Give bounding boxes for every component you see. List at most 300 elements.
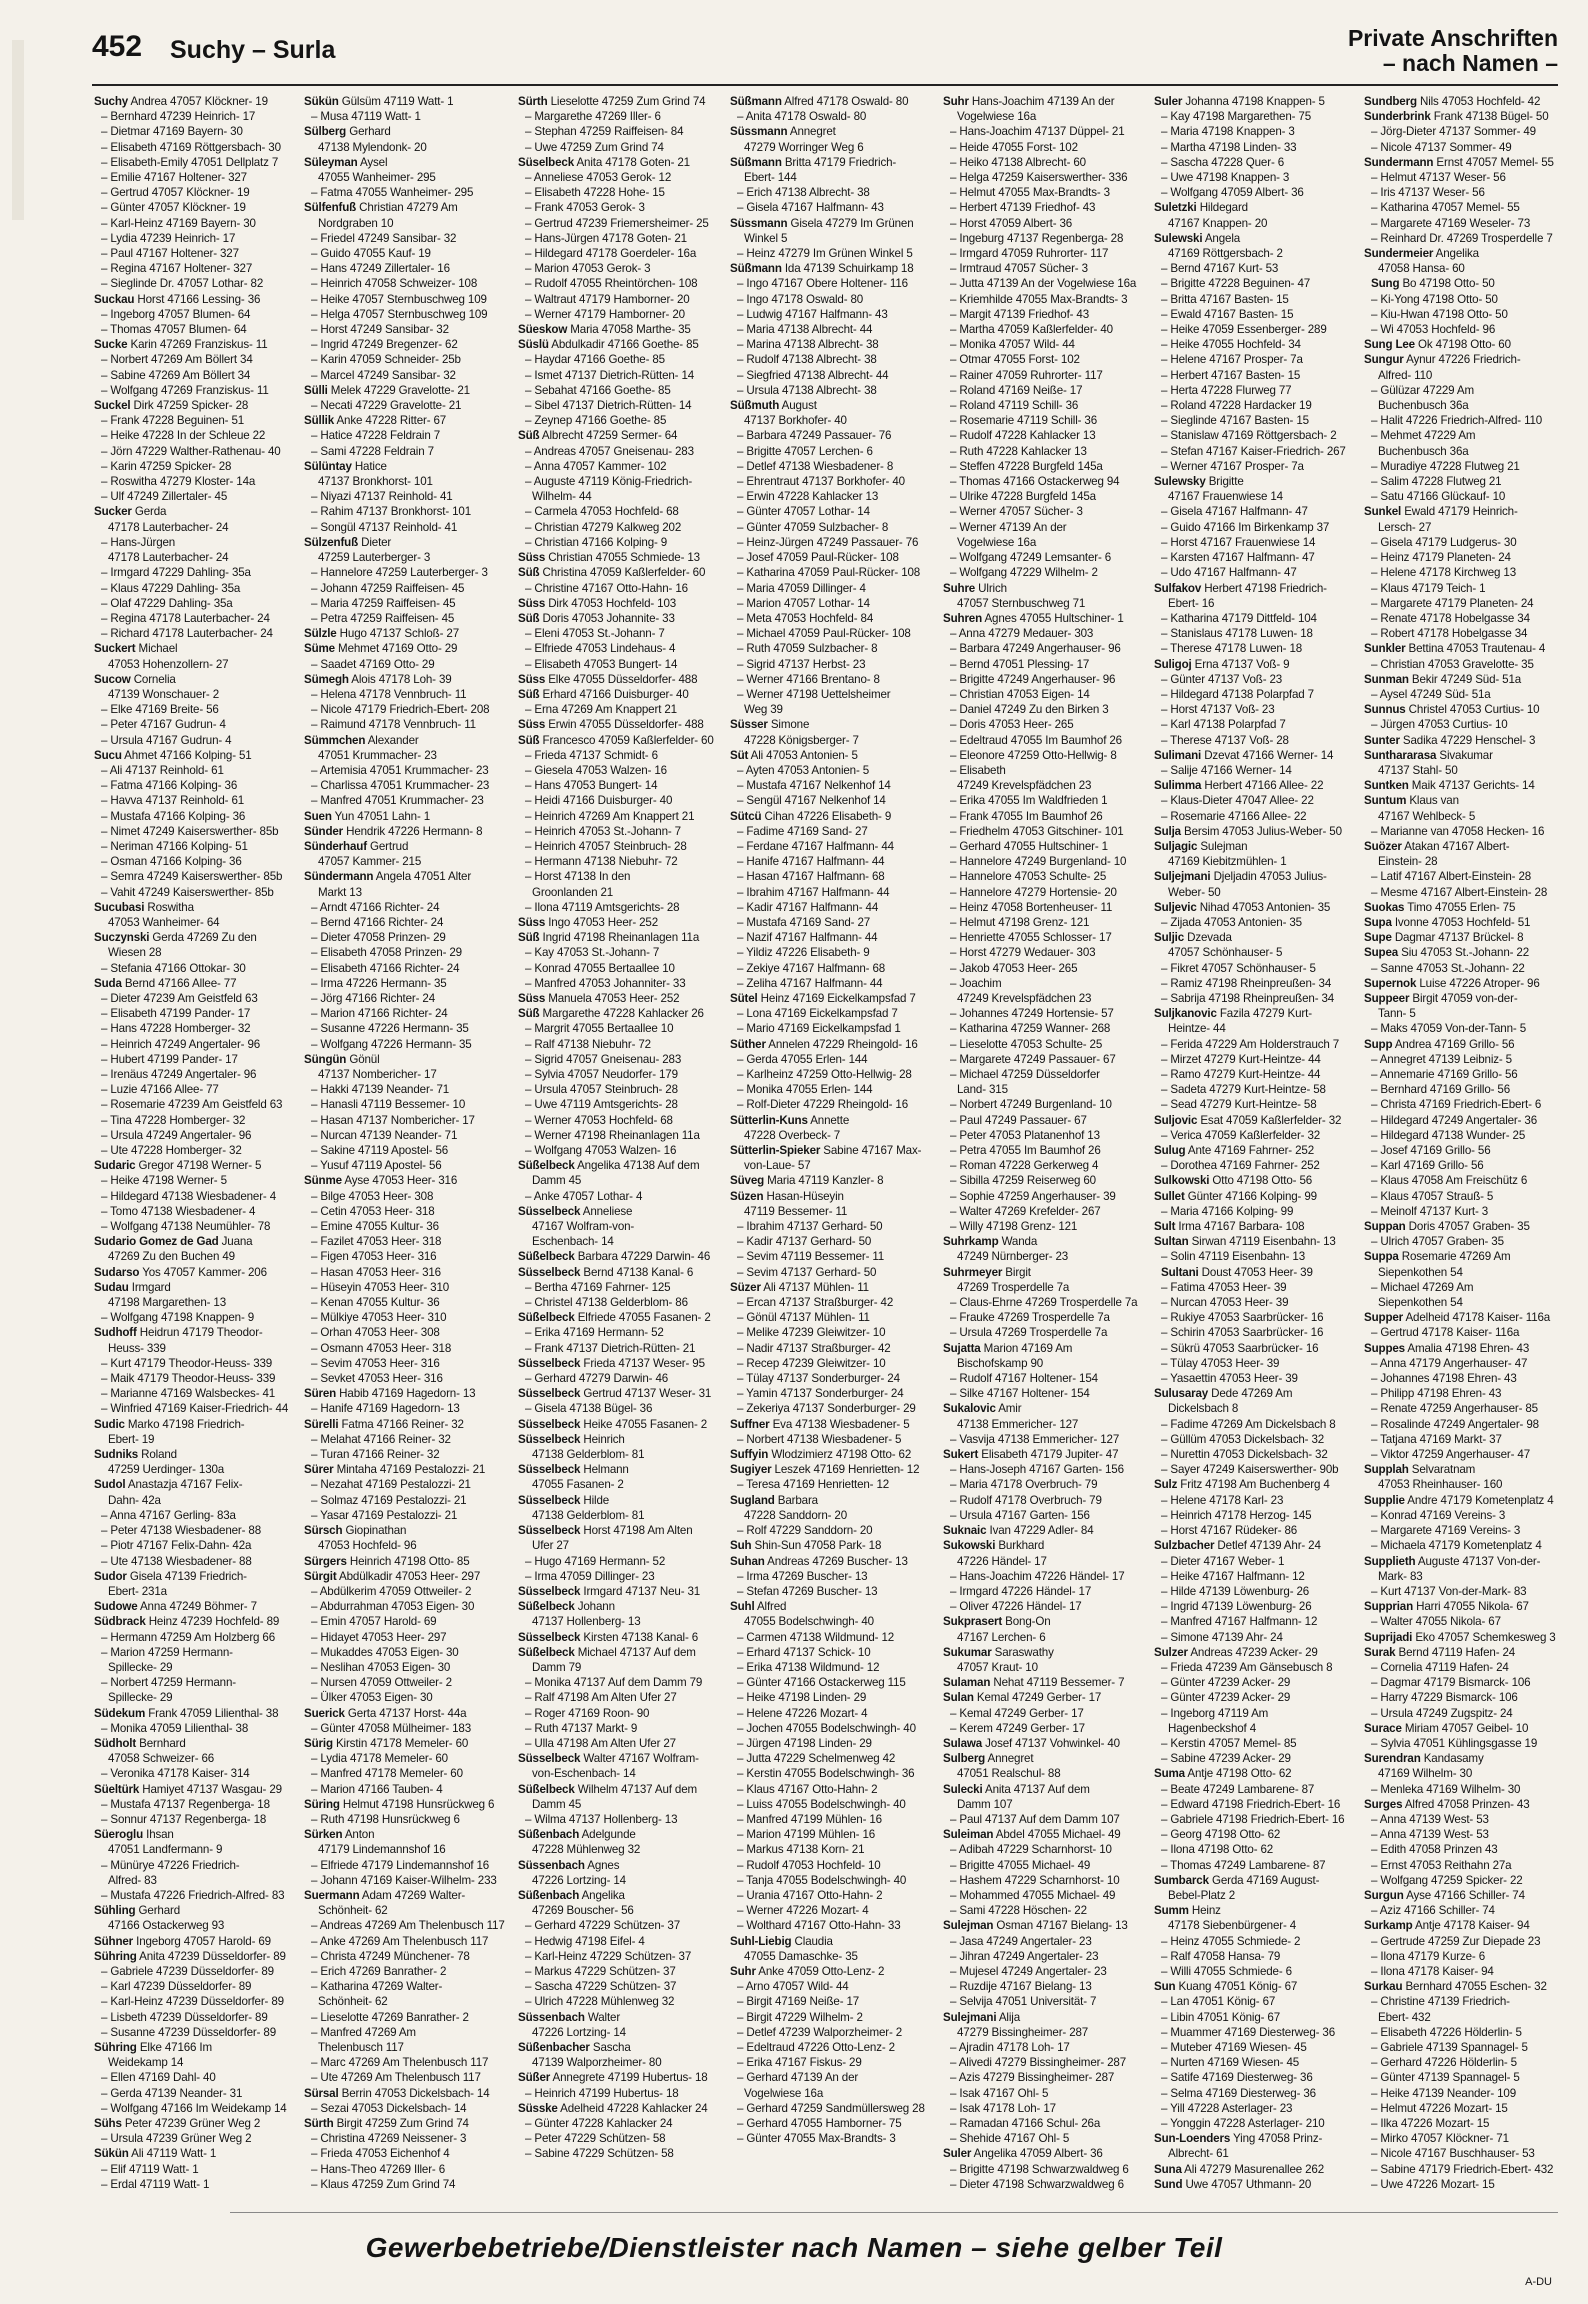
listing-entry (304, 1994, 508, 2009)
listing-entry (943, 1797, 1147, 1812)
surname: Sunthararasa (1364, 748, 1437, 762)
surname: Sund (1154, 2177, 1183, 2191)
entry-text: – Emilie 47167 Holtener- 327 (101, 171, 247, 185)
entry-text: – Schirin 47053 Saarbrücker- 16 (1161, 1326, 1324, 1340)
listing-entry (94, 1006, 298, 1021)
entry-text: – Münürye 47226 Friedrich- (101, 1858, 240, 1872)
listing-entry (1364, 504, 1568, 519)
entry-text: 47198 Margarethen- 13 (108, 1296, 227, 1310)
entry-text: Esat 47059 Kaßlerfelder- 32 (1197, 1113, 1342, 1127)
entry-text: – Recep 47239 Gleiwitzer- 10 (737, 1356, 886, 1370)
entry-text: – Helga 47057 Sternbuschweg 109 (311, 307, 488, 321)
listing-entry (518, 1097, 722, 1112)
listing-entry (94, 1477, 298, 1492)
listing-entry (1364, 1675, 1568, 1690)
listing-entry (1154, 1858, 1358, 1873)
listing-entry (730, 1219, 934, 1234)
entry-text: 47167 Lerchen- 6 (957, 1630, 1046, 1644)
listing-entry (730, 155, 934, 170)
entry-text: – Maria 47059 Dillinger- 4 (737, 581, 866, 595)
entry-text: Hasan-Hüseyin (763, 1189, 844, 1203)
footer-note: Gewerbebetriebe/Dienstleister nach Namen – siehe gelber Teil (365, 2232, 1223, 2263)
entry-text: – Thomas 47057 Blumen- 64 (101, 323, 247, 337)
listing-entry (304, 1675, 508, 1690)
listing-entry (94, 1113, 298, 1128)
entry-text: Alfred- 83 (108, 1873, 157, 1887)
entry-text: Alija (996, 2010, 1021, 2024)
listing-entry (1364, 292, 1568, 307)
surname: Süss (518, 551, 546, 565)
entry-text: Einstein- 28 (1378, 855, 1438, 869)
entry-text: – Walter 47055 Nikola- 67 (1371, 1615, 1501, 1629)
listing-entry (943, 1097, 1147, 1112)
listing-entry (518, 428, 722, 443)
entry-text: – Heinrich 47058 Schweizer- 108 (311, 277, 478, 291)
listing-entry (304, 2101, 508, 2116)
listing-entry (730, 626, 934, 641)
listing-entry (730, 1873, 934, 1888)
listing-entry (1364, 1037, 1568, 1052)
entry-text: – Edeltraud 47055 Im Baumhof 26 (950, 733, 1122, 747)
listing-entry (1154, 200, 1358, 215)
entry-text: – Mirzet 47279 Kurt-Heintze- 44 (1161, 1052, 1321, 1066)
listing-entry (943, 1204, 1147, 1219)
listing-entry (304, 1630, 508, 1645)
listing-entry (943, 1265, 1147, 1280)
listing-entry (1364, 2101, 1568, 2116)
listing-entry (518, 2101, 722, 2116)
listing-entry (304, 626, 508, 641)
surname: Supa (1364, 915, 1392, 929)
surname: Suhr (730, 1964, 756, 1978)
entry-text: – Elisabeth 47058 Prinzen- 29 (311, 946, 462, 960)
listing-entry (1154, 824, 1358, 839)
entry-text: Ingeborg 47057 Harold- 69 (133, 1934, 271, 1948)
listing-entry (1364, 1006, 1568, 1021)
listing-entry (1364, 596, 1568, 611)
listing-entry (730, 2116, 934, 2131)
surname: Sucu (94, 748, 122, 762)
listing-entry (1364, 1690, 1568, 1705)
listing-entry (94, 854, 298, 869)
entry-text: Dickelsbach 8 (1168, 1402, 1239, 1416)
entry-text: – Robert 47178 Hobelgasse 34 (1371, 627, 1528, 641)
entry-text: Christian 47279 Am (356, 201, 458, 215)
entry-text: – Rolf-Dieter 47229 Rheingold- 16 (737, 1098, 908, 1112)
entry-text: – Rudolf 47178 Overbruch- 79 (950, 1493, 1102, 1507)
surname: Süsselbeck (518, 1463, 581, 1477)
entry-text: – Günter 47239 Acker- 29 (1161, 1691, 1291, 1705)
surname: Sucow (94, 672, 131, 686)
entry-text: – Niyazi 47137 Reinhold- 41 (311, 490, 453, 504)
entry-text: – Yamin 47137 Sonderburger- 24 (737, 1387, 904, 1401)
entry-text: – Rosemarie 47239 Am Geistfeld 63 (101, 1098, 283, 1112)
entry-text: 47228 Overbeck- 7 (744, 1128, 841, 1142)
entry-text: Sascha (589, 2041, 631, 2054)
listing-entry (94, 1858, 298, 1873)
listing-entry (943, 1280, 1147, 1295)
listing-entry (943, 1766, 1147, 1781)
listing-entry (518, 2055, 722, 2070)
entry-text: – Heike 47055 Hochfeld- 34 (1161, 338, 1301, 352)
entry-text: – Maria 47138 Albrecht- 44 (737, 323, 873, 337)
listing-entry (1364, 2131, 1568, 2146)
entry-text: – Kadir 47167 Halfmann- 44 (737, 900, 879, 914)
entry-text: – Mustafa 47166 Kolping- 36 (101, 809, 246, 823)
listing-entry (94, 444, 298, 459)
entry-text: – Ruth 47198 Hunsrückweg 6 (311, 1812, 460, 1826)
listing-entry (730, 702, 934, 717)
listing-entry (943, 657, 1147, 672)
entry-text: – Dieter 47167 Weber- 1 (1161, 1554, 1285, 1568)
listing-entry (94, 1599, 298, 1614)
entry-text: – Katharina 47259 Wanner- 268 (950, 1022, 1111, 1036)
entry-text: – Ulrich 47228 Mühlenweg 32 (525, 1995, 675, 2009)
entry-text: – Gerhard 47229 Schützen- 37 (525, 1919, 680, 1933)
listing-entry (730, 657, 934, 672)
entry-text: – Neslihan 47053 Eigen- 30 (311, 1660, 451, 1674)
entry-text: Francesco 47059 Kaßlerfelder- 60 (539, 733, 714, 747)
entry-text: – Bernhard 47239 Heinrich- 17 (101, 110, 256, 124)
listing-entry (1364, 2070, 1568, 2085)
listing-entry (1364, 231, 1568, 246)
entry-text: – Konrad 47169 Vereins- 3 (1371, 1508, 1506, 1522)
entry-text: – Hildegard 47249 Angertaler- 36 (1371, 1113, 1538, 1127)
entry-text: – Frank 47137 Dietrich-Rütten- 21 (525, 1341, 696, 1355)
listing-entry (943, 1037, 1147, 1052)
entry-text: – Werner 47057 Sücher- 3 (950, 505, 1083, 519)
listing-entry (1364, 1325, 1568, 1340)
entry-text: Dagmar 47137 Brückel- 8 (1391, 931, 1524, 945)
listing-entry (1364, 1128, 1568, 1143)
listing-entry (943, 1934, 1147, 1949)
listing-entry (94, 1219, 298, 1234)
entry-text: Heinrich (580, 1432, 625, 1446)
listing-entry (304, 763, 508, 778)
surname: Summ (1154, 1904, 1189, 1918)
listing-entry (1154, 869, 1358, 884)
listing-entry (518, 1645, 722, 1660)
entry-text: – Uwe 47198 Knappen- 3 (1161, 171, 1290, 185)
listing-entry (730, 733, 934, 748)
entry-text: – Heike 47139 Neander- 109 (1371, 2086, 1516, 2100)
entry-text: Gerda (131, 505, 167, 519)
listing-entry (730, 1021, 934, 1036)
listing-entry (1154, 778, 1358, 793)
listing-entry (1154, 1219, 1358, 1234)
listing-entry (943, 1158, 1147, 1173)
listing-entry (94, 1189, 298, 1204)
listing-entry (1364, 383, 1568, 398)
listing-entry (730, 565, 934, 580)
listing-entry (1364, 170, 1568, 185)
listing-entry (730, 383, 934, 398)
entry-text: Heinz 47239 Hochfeld- 89 (145, 1615, 280, 1629)
surname: Sudarso (94, 1265, 140, 1279)
entry-text: 47249 Nürnberger- 23 (957, 1250, 1069, 1264)
entry-text: – Ruth 47228 Kahlacker 13 (950, 444, 1087, 458)
entry-text: von-Eschenbach- 14 (532, 1767, 636, 1781)
listing-entry (730, 1797, 934, 1812)
listing-entry (1154, 1842, 1358, 1857)
listing-entry (1364, 1614, 1568, 1629)
entry-text: Agnes 47055 Hultschiner- 1 (982, 611, 1124, 625)
entry-text: Heidrun 47179 Theodor- (136, 1326, 263, 1340)
listing-entry (518, 1493, 722, 1508)
surname: Sukert (943, 1448, 979, 1462)
entry-text: – Frank 47228 Beguinen- 51 (101, 414, 245, 428)
entry-text: – Markus 47229 Schützen- 37 (525, 1964, 676, 1978)
listing-entry (1154, 748, 1358, 763)
entry-text: – Manfred 47199 Mühlen- 16 (737, 1812, 882, 1826)
listing-entry (1364, 1523, 1568, 1538)
entry-text: – Ute 47138 Wiesbadener- 88 (101, 1554, 252, 1568)
entry-text: Anton (342, 1828, 375, 1842)
listing-entry (730, 824, 934, 839)
entry-text: – Petra 47055 Im Baumhof 26 (950, 1144, 1101, 1158)
listing-entry (943, 504, 1147, 519)
listing-entry (1154, 124, 1358, 139)
listing-entry (1154, 1554, 1358, 1569)
entry-text: – Christel 47138 Gelderblom- 86 (525, 1296, 688, 1310)
listing-entry (1154, 1356, 1358, 1371)
entry-text: – Nimet 47249 Kaiserswerther- 85b (101, 824, 279, 838)
entry-text: Lersch- 27 (1378, 520, 1432, 534)
listing-entry (730, 1508, 934, 1523)
entry-text: – Zeliha 47167 Halfmann- 44 (737, 976, 883, 990)
entry-text: – Ibrahim 47137 Gerhard- 50 (737, 1220, 883, 1234)
entry-text: – Helena 47178 Vennbruch- 11 (311, 687, 467, 701)
entry-text: – Harry 47229 Bismarck- 106 (1371, 1691, 1518, 1705)
surname: Sulfakov (1154, 581, 1202, 595)
surname: Suljic (1154, 931, 1185, 945)
surname: Süßmann (730, 262, 782, 276)
entry-text: – Dieter 47058 Prinzen- 29 (311, 931, 446, 945)
listing-entry (1154, 1797, 1358, 1812)
listing-entry (304, 535, 508, 550)
entry-text: – Rukiye 47053 Saarbrücker- 16 (1161, 1311, 1324, 1325)
entry-text: Eva 47138 Wiesbadener- 5 (769, 1417, 910, 1431)
listing-entry (1154, 1706, 1358, 1721)
listing-entry (943, 945, 1147, 960)
surname: Suokas (1364, 900, 1405, 914)
listing-entry (1154, 216, 1358, 231)
listing-entry (730, 885, 934, 900)
listing-entry (1364, 1706, 1568, 1721)
listing-entry (94, 1204, 298, 1219)
listing-entry (730, 581, 934, 596)
entry-text: Selvaratnam (1408, 1463, 1476, 1477)
entry-text: – Winfried 47169 Kaiser-Friedrich- 44 (101, 1402, 289, 1416)
entry-text: – Hasan 47167 Halfmann- 68 (737, 870, 885, 884)
listing-entry (943, 1842, 1147, 1857)
listing-entry (1364, 1477, 1568, 1492)
listing-entry (518, 596, 722, 611)
entry-text: – Otmar 47055 Forst- 102 (950, 353, 1080, 367)
entry-text: – Hans-Joachim 47137 Düppel- 21 (950, 125, 1125, 139)
entry-text: – Rahim 47137 Bronkhorst- 101 (311, 505, 471, 519)
listing-entry (518, 261, 722, 276)
listing-entry (518, 1706, 722, 1721)
entry-text: – Werner 47053 Hochfeld- 68 (525, 1113, 673, 1127)
listing-entry (730, 1341, 934, 1356)
listing-entry (1154, 930, 1358, 945)
listing-entry (94, 1584, 298, 1599)
listing-entry (1364, 2162, 1568, 2177)
listing-entry (1364, 1462, 1568, 1477)
surname: Süßelbeck (518, 1645, 575, 1659)
listing-entry (518, 657, 722, 672)
entry-text: – Hans-Joachim 47226 Händel- 17 (950, 1569, 1125, 1583)
entry-text: – Günter 47139 Spannagel- 5 (1371, 2071, 1520, 2085)
entry-text: Ernst 47057 Memel- 55 (1433, 155, 1554, 169)
entry-text: Bebel-Platz 2 (1168, 1888, 1236, 1902)
listing-entry (304, 124, 508, 139)
surname: Sürer (304, 1463, 334, 1477)
listing-entry (1154, 1128, 1358, 1143)
listing-entry (304, 1341, 508, 1356)
entry-text: Hagenbeckshof 4 (1168, 1721, 1256, 1735)
surname: Süssenbach (518, 2010, 585, 2024)
listing-entry (943, 1645, 1147, 1660)
surname: Süring (304, 1797, 340, 1811)
listing-entry (1154, 1325, 1358, 1340)
entry-text: Schönheit- 62 (318, 1995, 388, 2009)
entry-text: – Sylvia 47051 Kühlingsgasse 19 (1371, 1736, 1538, 1750)
listing-entry (304, 1325, 508, 1340)
listing-entry (94, 1569, 298, 1584)
entry-text: – Walter 47269 Krefelder- 267 (950, 1204, 1101, 1218)
entry-text: – Kay 47053 St.-Johann- 7 (525, 946, 660, 960)
listing-entry (518, 1356, 722, 1371)
listing-entry (730, 170, 934, 185)
listing-entry (730, 1143, 934, 1158)
listing-entry (1154, 991, 1358, 1006)
entry-text: Marko 47198 Friedrich- (124, 1417, 245, 1431)
listing-entry (94, 1842, 298, 1857)
listing-entry (1154, 793, 1358, 808)
page-header (92, 26, 1558, 88)
entry-text: Ivan 47229 Adler- 84 (986, 1524, 1094, 1538)
listing-entry (1364, 2010, 1568, 2025)
entry-text: Fazila 47279 Kurt- (1216, 1007, 1312, 1021)
listing-entry (730, 352, 934, 367)
entry-text: – Josef 47169 Grillo- 56 (1371, 1144, 1491, 1158)
listing-entry (304, 1614, 508, 1629)
entry-text: Ali 47279 Masurenallee 262 (1181, 2162, 1325, 2176)
entry-text: – Roland 47228 Hardacker 19 (1161, 399, 1312, 413)
entry-text: – Michael 47259 Düsseldorfer (950, 1068, 1100, 1081)
entry-text: – Gertrud 47178 Kaiser- 116a (1371, 1326, 1520, 1340)
listing-entry (94, 1052, 298, 1067)
listing-entry (94, 763, 298, 778)
entry-text: Atakan 47167 Albert- (1401, 839, 1510, 853)
listing-entry (304, 2086, 508, 2101)
entry-text: – Helmut 47226 Mozart- 15 (1371, 2101, 1508, 2115)
entry-text: – Heinz 47179 Planeten- 24 (1371, 551, 1511, 565)
entry-text: – Marion 47166 Tauben- 4 (311, 1782, 443, 1796)
listing-entry (730, 1097, 934, 1112)
entry-text: – Werner 47198 Uettelsheimer (737, 687, 891, 701)
listing-entry (518, 1432, 722, 1447)
listing-entry (1364, 1371, 1568, 1386)
entry-text: – Hatice 47228 Feldrain 7 (311, 429, 441, 443)
entry-text: Manuela 47053 Heer- 252 (545, 991, 680, 1005)
entry-text: – Hildegard 47138 Polarpfad 7 (1161, 687, 1314, 701)
entry-text: 47119 Bessemer- 11 (744, 1204, 848, 1218)
entry-text: – Kurt 47179 Theodor-Heuss- 339 (101, 1356, 273, 1370)
listing-entry (1364, 1097, 1568, 1112)
entry-text: 47169 Wilhelm- 30 (1378, 1767, 1473, 1781)
entry-text: Maik 47137 Gerichts- 14 (1408, 779, 1535, 793)
entry-text: – Thomas 47249 Lambarene- 87 (1161, 1858, 1326, 1872)
listing-entry (94, 748, 298, 763)
listing-entry (518, 1447, 722, 1462)
entry-text: Nehat 47119 Bessemer- 7 (990, 1676, 1125, 1690)
listing-entry (518, 1690, 722, 1705)
surname: Suchy (94, 95, 129, 108)
listing-entry (1154, 1903, 1358, 1918)
listing-entry (730, 1356, 934, 1371)
listing-entry (1364, 489, 1568, 504)
listing-entry (943, 1630, 1147, 1645)
entry-text: 47279 Worringer Weg 6 (744, 140, 864, 154)
entry-text: Burkhard (995, 1539, 1045, 1553)
listing-entry (304, 352, 508, 367)
surname: Sühring (94, 2041, 137, 2054)
entry-text: – Norbert 47269 Am Böllert 34 (101, 353, 253, 367)
entry-text: 47055 Fasanen- 2 (532, 1478, 624, 1492)
entry-text: – Herbert 47167 Basten- 15 (1161, 368, 1301, 382)
entry-text: – Ursula 47138 Albrecht- 38 (737, 383, 877, 397)
entry-text: Christel 47053 Curtius- 10 (1405, 703, 1540, 717)
entry-text: – Anke 47057 Lothar- 4 (525, 1189, 643, 1203)
entry-text: – Gertrud 47057 Klöckner- 19 (101, 186, 250, 200)
entry-text: – Elif 47119 Watt- 1 (101, 2162, 199, 2176)
listing-entry (1364, 1630, 1568, 1645)
entry-text: Bekir 47249 Süd- 51a (1408, 672, 1522, 686)
entry-text: Dahn- 42a (108, 1493, 161, 1507)
listing-entry (1364, 1447, 1568, 1462)
entry-text: – Uwe 47259 Zum Grind 74 (525, 140, 664, 154)
surname: Sütel (730, 991, 758, 1005)
entry-text: Ewald 47179 Heinrich- (1401, 505, 1518, 519)
entry-text: – Hanasli 47119 Bessemer- 10 (311, 1098, 466, 1112)
entry-text: – Erdal 47119 Watt- 1 (101, 2177, 210, 2191)
listing-entry (94, 170, 298, 185)
entry-text: – Yusuf 47119 Apostel- 56 (311, 1159, 442, 1173)
listing-entry (943, 976, 1147, 991)
entry-text: – Abdülkerim 47059 Ottweiler- 2 (311, 1584, 472, 1598)
entry-text: – Hildegard 47178 Goerdeler- 16a (525, 247, 697, 261)
entry-text: 47179 Lindemannshof 16 (318, 1843, 446, 1857)
listing-entry (94, 1310, 298, 1325)
entry-text: Maria 47058 Marthe- 35 (567, 323, 691, 337)
surname: Süleyman (304, 155, 358, 169)
entry-text: – Erika 47167 Fiskus- 29 (737, 2056, 862, 2070)
listing-entry (304, 504, 508, 519)
entry-text: – Renate 47259 Angerhauser- 85 (1371, 1402, 1538, 1416)
entry-text: – Wolfgang 47259 Spicker- 22 (1371, 1873, 1523, 1887)
entry-text: – Werner 47198 Rheinanlagen 11a (525, 1128, 700, 1142)
entry-text: – Fatima 47053 Heer- 39 (1161, 1280, 1287, 1294)
entry-text: – Ursula 47239 Grüner Weg 2 (101, 2132, 252, 2146)
entry-text: – Iris 47137 Weser- 56 (1371, 186, 1485, 200)
entry-text: – Frank 47053 Gerok- 3 (525, 201, 645, 215)
entry-text: – Elisabeth 47199 Pander- 17 (101, 1007, 251, 1021)
entry-text: – Günter 47059 Sulzbacher- 8 (737, 520, 889, 534)
entry-text: Herbert 47198 Friedrich- (1201, 581, 1327, 595)
